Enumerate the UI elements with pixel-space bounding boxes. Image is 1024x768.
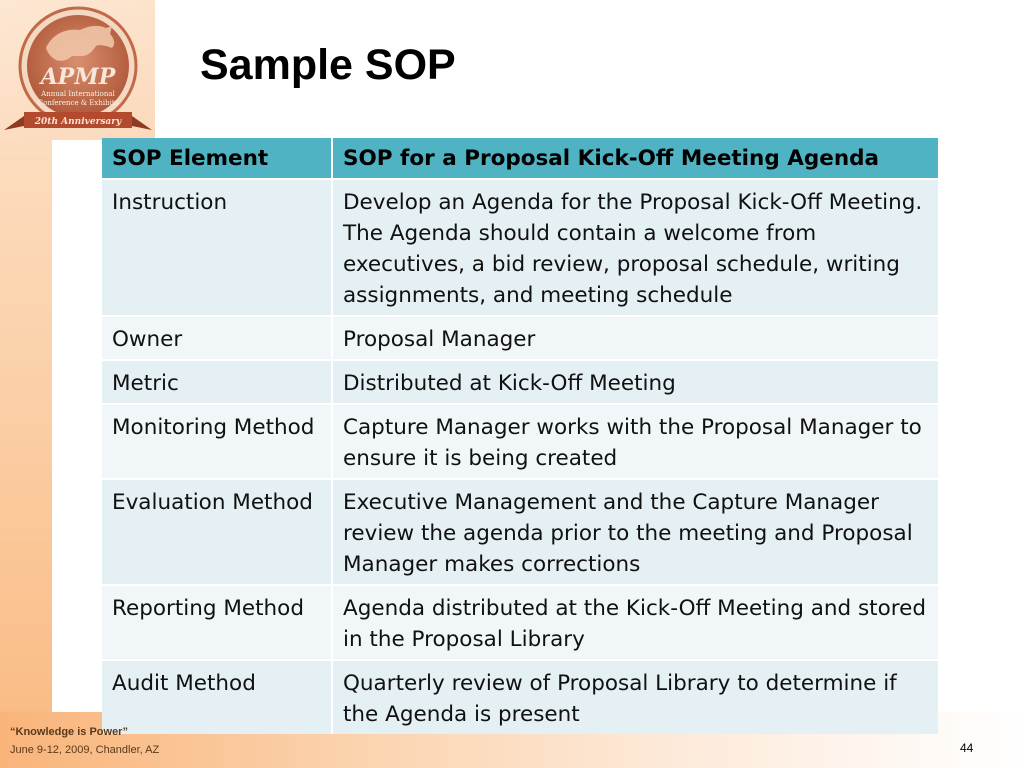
row-description: Capture Manager works with the Proposal Manager to ensure it is being created <box>332 404 938 479</box>
row-description: Executive Management and the Capture Manager review the agenda prior to the meeting and Proposal Manager makes corrections <box>332 479 938 585</box>
logo-ribbon-text: 20th Anniversary <box>34 117 122 127</box>
row-element: Owner <box>102 316 332 360</box>
row-element: Evaluation Method <box>102 479 332 585</box>
slide-title: Sample SOP <box>200 41 456 89</box>
table-row <box>102 585 938 660</box>
footer-quote: “Knowledge is Power” <box>10 726 128 738</box>
table-row <box>102 479 938 585</box>
row-element: Audit Method <box>102 660 332 734</box>
header-sop-description: SOP for a Proposal Kick-Off Meeting Agenda <box>332 138 938 179</box>
row-description: Develop an Agenda for the Proposal Kick-Off Meeting. The Agenda should contain a welcome from executives, a bid review, proposal schedule, writing assignments, and meeting schedule <box>332 179 938 316</box>
row-description: Distributed at Kick-Off Meeting <box>332 360 938 404</box>
row-description: Proposal Manager <box>332 316 938 360</box>
row-element: Monitoring Method <box>102 404 332 479</box>
row-element: Metric <box>102 360 332 404</box>
row-element: Instruction <box>102 179 332 316</box>
row-element: Reporting Method <box>102 585 332 660</box>
header-sop-element: SOP Element <box>102 138 332 179</box>
table-header-row <box>102 138 938 179</box>
table-row <box>102 404 938 479</box>
logo-brand: APMP <box>40 64 116 90</box>
apmp-horse-logo-icon <box>2 4 154 136</box>
footer-date-location: June 9-12, 2009, Chandler, AZ <box>10 744 160 756</box>
row-description: Agenda distributed at the Kick-Off Meeting and stored in the Proposal Library <box>332 585 938 660</box>
table-row <box>102 179 938 316</box>
row-description: Quarterly review of Proposal Library to determine if the Agenda is present <box>332 660 938 734</box>
sop-table <box>102 138 938 734</box>
table-row <box>102 316 938 360</box>
logo-line1: Annual International <box>41 90 115 98</box>
logo-line2: Conference & Exhibits <box>37 99 119 107</box>
page-number: 44 <box>960 741 974 755</box>
table-row <box>102 660 938 734</box>
table-row <box>102 360 938 404</box>
